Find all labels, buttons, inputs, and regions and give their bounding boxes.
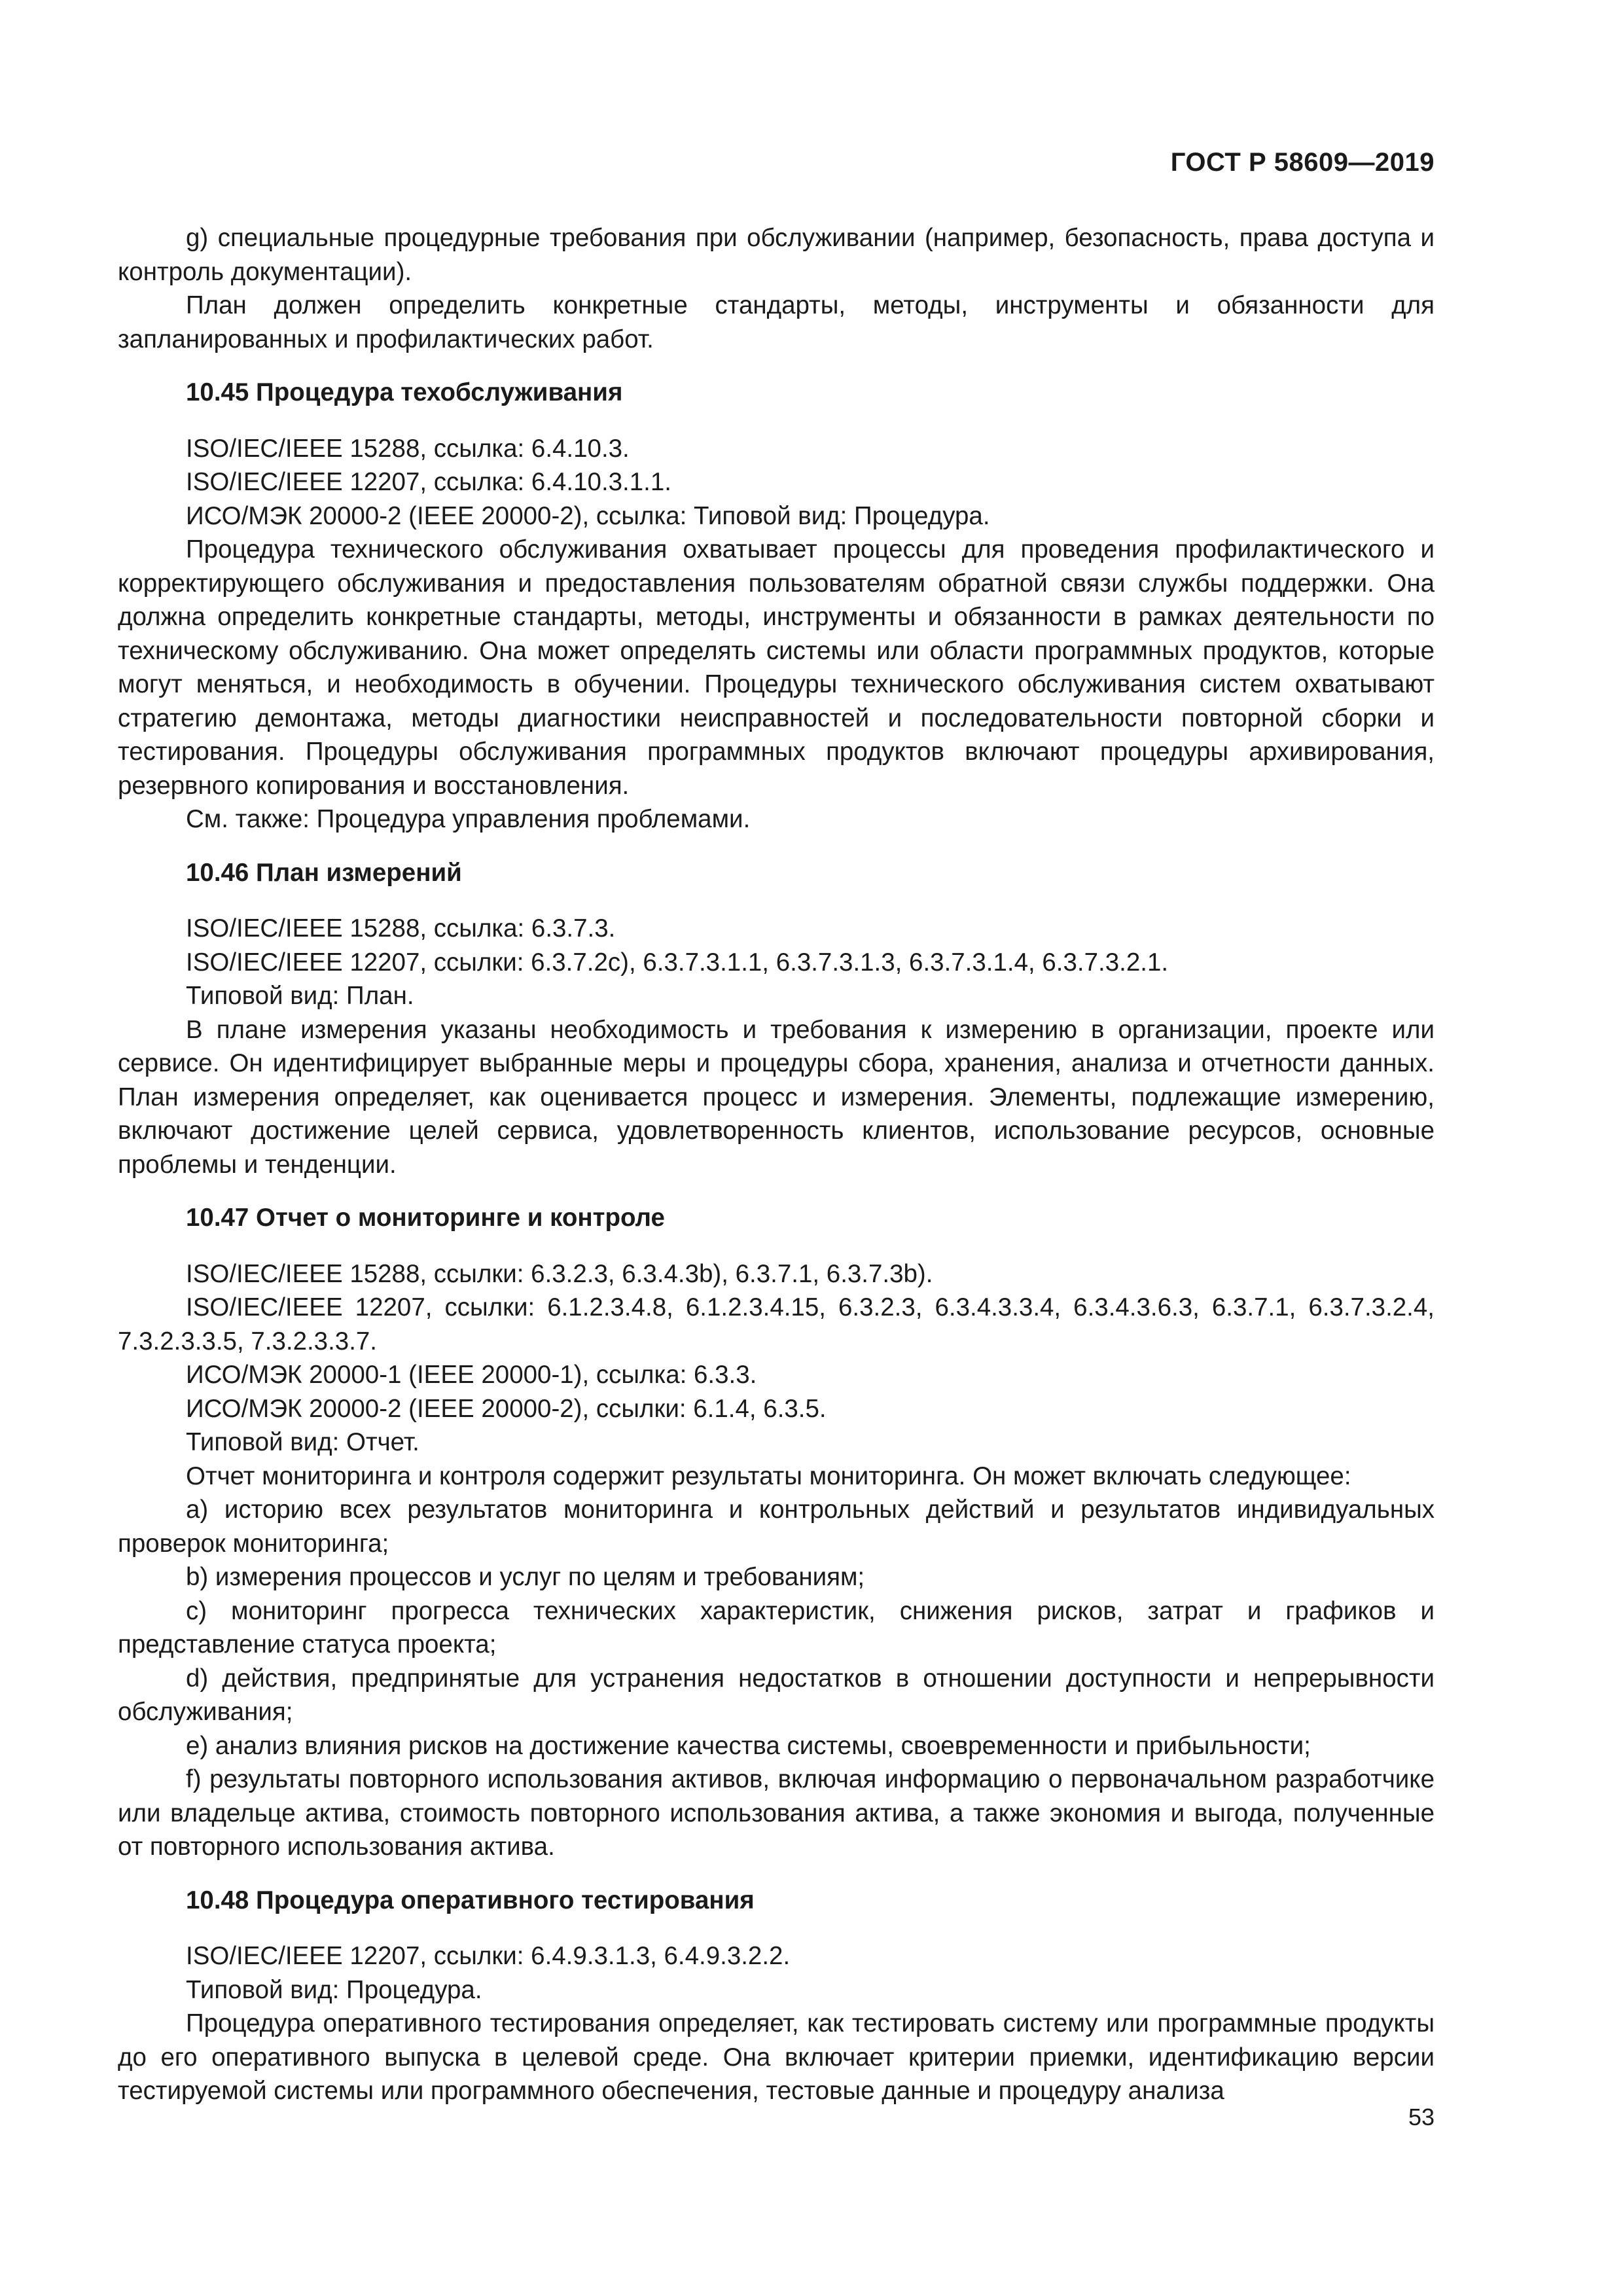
section-10-48-ref-1: ISO/IEC/IEEE 12207, ссылки: 6.4.9.3.1.3, 6.4.9.3.2.2.: [186, 1942, 791, 1970]
section-title-10-45: 10.45 Процедура техобслуживания: [186, 378, 623, 406]
intro-paragraph-2: План должен определить конкретные стандарты, методы, инструменты и обязанности для запланированных и профилактических работ.: [118, 291, 1435, 353]
section-title-10-47: 10.47 Отчет о мониторинге и контроле: [186, 1204, 665, 1232]
section-10-47-list-item-b: b) измерения процессов и услуг по целям и требованиям;: [186, 1563, 865, 1591]
document-page: [118, 0, 1435, 2296]
section-10-45-ref-2: ISO/IEC/IEEE 12207, ссылка: 6.4.10.3.1.1.: [186, 468, 671, 496]
section-10-45-paragraph-1: Процедура технического обслуживания охватывает процессы для проведения профилактического и корректирующего обслуживания и предоставления пользователям обратной связи службы поддержки. Она должна определить конкретные стандарты, методы, инструменты и обязанности в рамках деятельности по техническому обслуживанию. Она может определять системы или области программных продуктов, которые могут меняться, и необходимость в обучении. Процедуры технического обслуживания систем охватывают стратегию демонтажа, методы диагностики неисправностей и последовательности повторной сборки и тестирования. Процедуры обслуживания программных продуктов включают процедуры архивирования, резервного копирования и восстановления.: [118, 535, 1435, 800]
section-10-47-ref-5: Типовой вид: Отчет.: [186, 1428, 419, 1456]
document-header: ГОСТ Р 58609—2019: [1170, 148, 1435, 177]
section-10-47-ref-2: ISO/IEC/IEEE 12207, ссылки: 6.1.2.3.4.8, 6.1.2.3.4.15, 6.3.2.3, 6.3.4.3.3.4, 6.3.4.3.6.3, 6.3.7.1, 6.3.7.3.2.4, 7.3.2.3.3.5, 7.3.2.3.3.7.: [118, 1293, 1435, 1355]
section-10-47-ref-1: ISO/IEC/IEEE 15288, ссылки: 6.3.2.3, 6.3.4.3b), 6.3.7.1, 6.3.7.3b).: [186, 1259, 933, 1288]
section-10-45-paragraph-2: См. также: Процедура управления проблемами.: [186, 805, 751, 833]
section-10-45-ref-1: ISO/IEC/IEEE 15288, ссылка: 6.4.10.3.: [186, 434, 630, 463]
section-10-47-paragraph-1: Отчет мониторинга и контроля содержит результаты мониторинга. Он может включать следующее:: [186, 1462, 1351, 1490]
section-10-48-ref-2: Типовой вид: Процедура.: [186, 1975, 482, 2004]
section-10-46-ref-2: ISO/IEC/IEEE 12207, ссылки: 6.3.7.2c), 6.3.7.3.1.1, 6.3.7.3.1.3, 6.3.7.3.1.4, 6.3.7.3.2.1.: [186, 948, 1169, 977]
section-title-10-48: 10.48 Процедура оперативного тестирования: [186, 1886, 755, 1914]
section-10-46-ref-3: Типовой вид: План.: [186, 982, 414, 1010]
section-10-45-ref-3: ИСО/МЭК 20000-2 (IEEE 20000-2), ссылка: Типовой вид: Процедура.: [186, 501, 990, 530]
section-10-47-ref-3: ИСО/МЭК 20000-1 (IEEE 20000-1), ссылка: 6.3.3.: [186, 1361, 757, 1389]
page-number: 53: [1408, 2104, 1435, 2130]
section-10-46-paragraph-1: В плане измерения указаны необходимость и требования к измерению в организации, проекте или сервисе. Он идентифицирует выбранные меры и процедуры сбора, хранения, анализа и отчетности данных. План измерения определяет, как оценивается процесс и измерения. Элементы, подлежащие измерению, включают достижение целей сервиса, удовлетворенность клиентов, использование ресурсов, основные проблемы и тенденции.: [118, 1015, 1435, 1179]
section-10-46-ref-1: ISO/IEC/IEEE 15288, ссылка: 6.3.7.3.: [186, 914, 616, 942]
section-10-47-list-item-f: f) результаты повторного использования активов, включая информацию о первоначальном разработчике или владельце актива, стоимость повторного использования актива, а также экономия и выгода, полученные от повторного использования актива.: [118, 1765, 1435, 1861]
section-10-47-list-item-c: c) мониторинг прогресса технических характеристик, снижения рисков, затрат и графиков и представление статуса проекта;: [118, 1596, 1435, 1659]
document-body: [118, 221, 1435, 2108]
section-10-47-ref-4: ИСО/МЭК 20000-2 (IEEE 20000-2), ссылки: 6.1.4, 6.3.5.: [186, 1394, 827, 1423]
section-10-47-list-item-a: a) историю всех результатов мониторинга и контрольных действий и результатов индивидуальных проверок мониторинга;: [118, 1496, 1435, 1558]
intro-paragraph-1: g) специальные процедурные требования при обслуживании (например, безопасность, права доступа и контроль документации).: [118, 224, 1435, 286]
section-title-10-46: 10.46 План измерений: [186, 858, 462, 887]
section-10-47-list-item-e: e) анализ влияния рисков на достижение качества системы, своевременности и прибыльности;: [186, 1731, 1311, 1760]
section-10-47-list-item-d: d) действия, предпринятые для устранения недостатков в отношении доступности и непрерывности обслуживания;: [118, 1664, 1435, 1726]
section-10-48-paragraph-1: Процедура оперативного тестирования определяет, как тестировать систему или программные продукты до его оперативного выпуска в целевой среде. Она включает критерии приемки, идентификацию версии тестируемой системы или программного обеспечения, тестовые данные и процедуру анализа: [118, 2009, 1435, 2105]
